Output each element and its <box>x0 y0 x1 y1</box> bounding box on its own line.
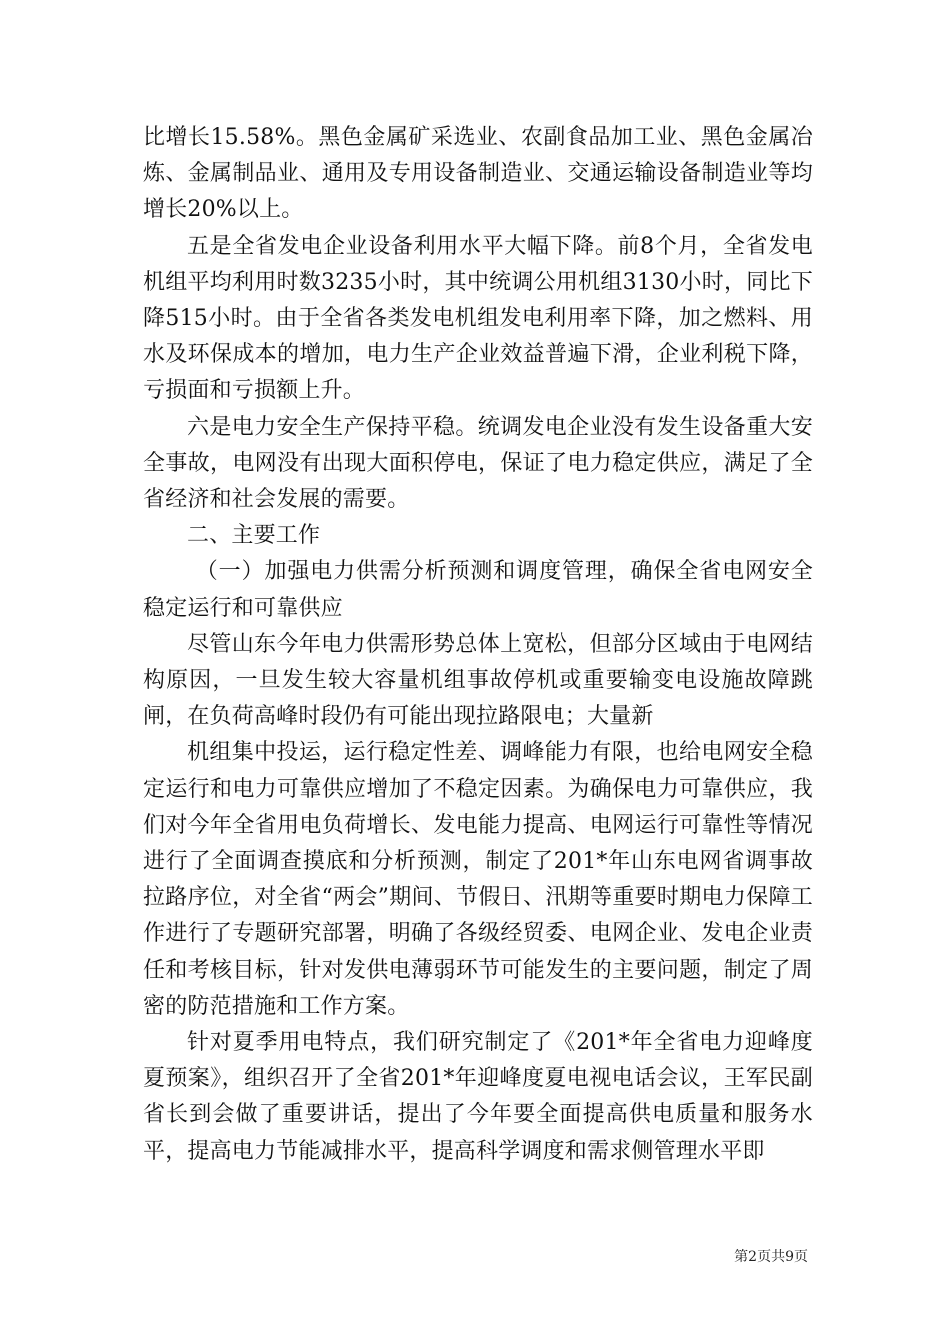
section-heading-main-work: 二、主要工作 <box>187 523 321 549</box>
paragraph-equipment-utilization: 五是全省发电企业设备利用水平大幅下降。前8个月，全省发电机组平均利用时数3235小时，其中统调公用机组3130小时，同比下降515小时。由于全省各类发电机组发电利用率下降，加之燃料、用水及环保成本的增加，电力生产企业效益普遍下滑，企业利税下降，亏损面和亏损额上升。 <box>143 233 813 404</box>
paragraph-supply-situation: 尽管山东今年电力供需形势总体上宽松，但部分区域由于电网结构原因，一旦发生较大容量机组事故停机或重要输变电设施故障跳闸，在负荷高峰时段仍有可能出现拉路限电；大量新 <box>143 631 813 730</box>
document-body <box>143 120 813 1170</box>
paragraph-new-units: 机组集中投运，运行稳定性差、调峰能力有限，也给电网安全稳定运行和电力可靠供应增加了不稳定因素。为确保电力可靠供应，我们对今年全省用电负荷增长、发电能力提高、电网运行可靠性等情况进行了全面调查摸底和分析预测，制定了201*年山东电网省调事故拉路序位，对全省“两会”期间、节假日、汛期等重要时期电力保障工作进行了专题研究部署，明确了各级经贸委、电网企业、发电企业责任和考核目标，针对发供电薄弱环节可能发生的主要问题，制定了周密的防范措施和工作方案。 <box>143 740 813 1019</box>
paragraph-growth-continuation: 比增长15.58%。黑色金属矿采选业、农副食品加工业、黑色金属冶炼、金属制品业、通用及专用设备制造业、交通运输设备制造业等均增长20%以上。 <box>143 125 813 223</box>
paragraph-summer-peak: 针对夏季用电特点，我们研究制定了《201*年全省电力迎峰度夏预案》，组织召开了全省201*年迎峰度夏电视电话会议，王军民副省长到会做了重要讲话，提出了今年要全面提高供电质量和服务水平，提高电力节能减排水平，提高科学调度和需求侧管理水平即 <box>143 1030 813 1164</box>
paragraph-safety-production: 六是电力安全生产保持平稳。统调发电企业没有发生设备重大安全事故，电网没有出现大面积停电，保证了电力稳定供应，满足了全省经济和社会发展的需要。 <box>143 414 813 513</box>
page-number-footer: 第2页共9页 <box>734 1249 808 1265</box>
subsection-heading-supply-demand: （一）加强电力供需分析预测和调度管理，确保全省电网安全稳定运行和可靠供应 <box>143 559 813 621</box>
